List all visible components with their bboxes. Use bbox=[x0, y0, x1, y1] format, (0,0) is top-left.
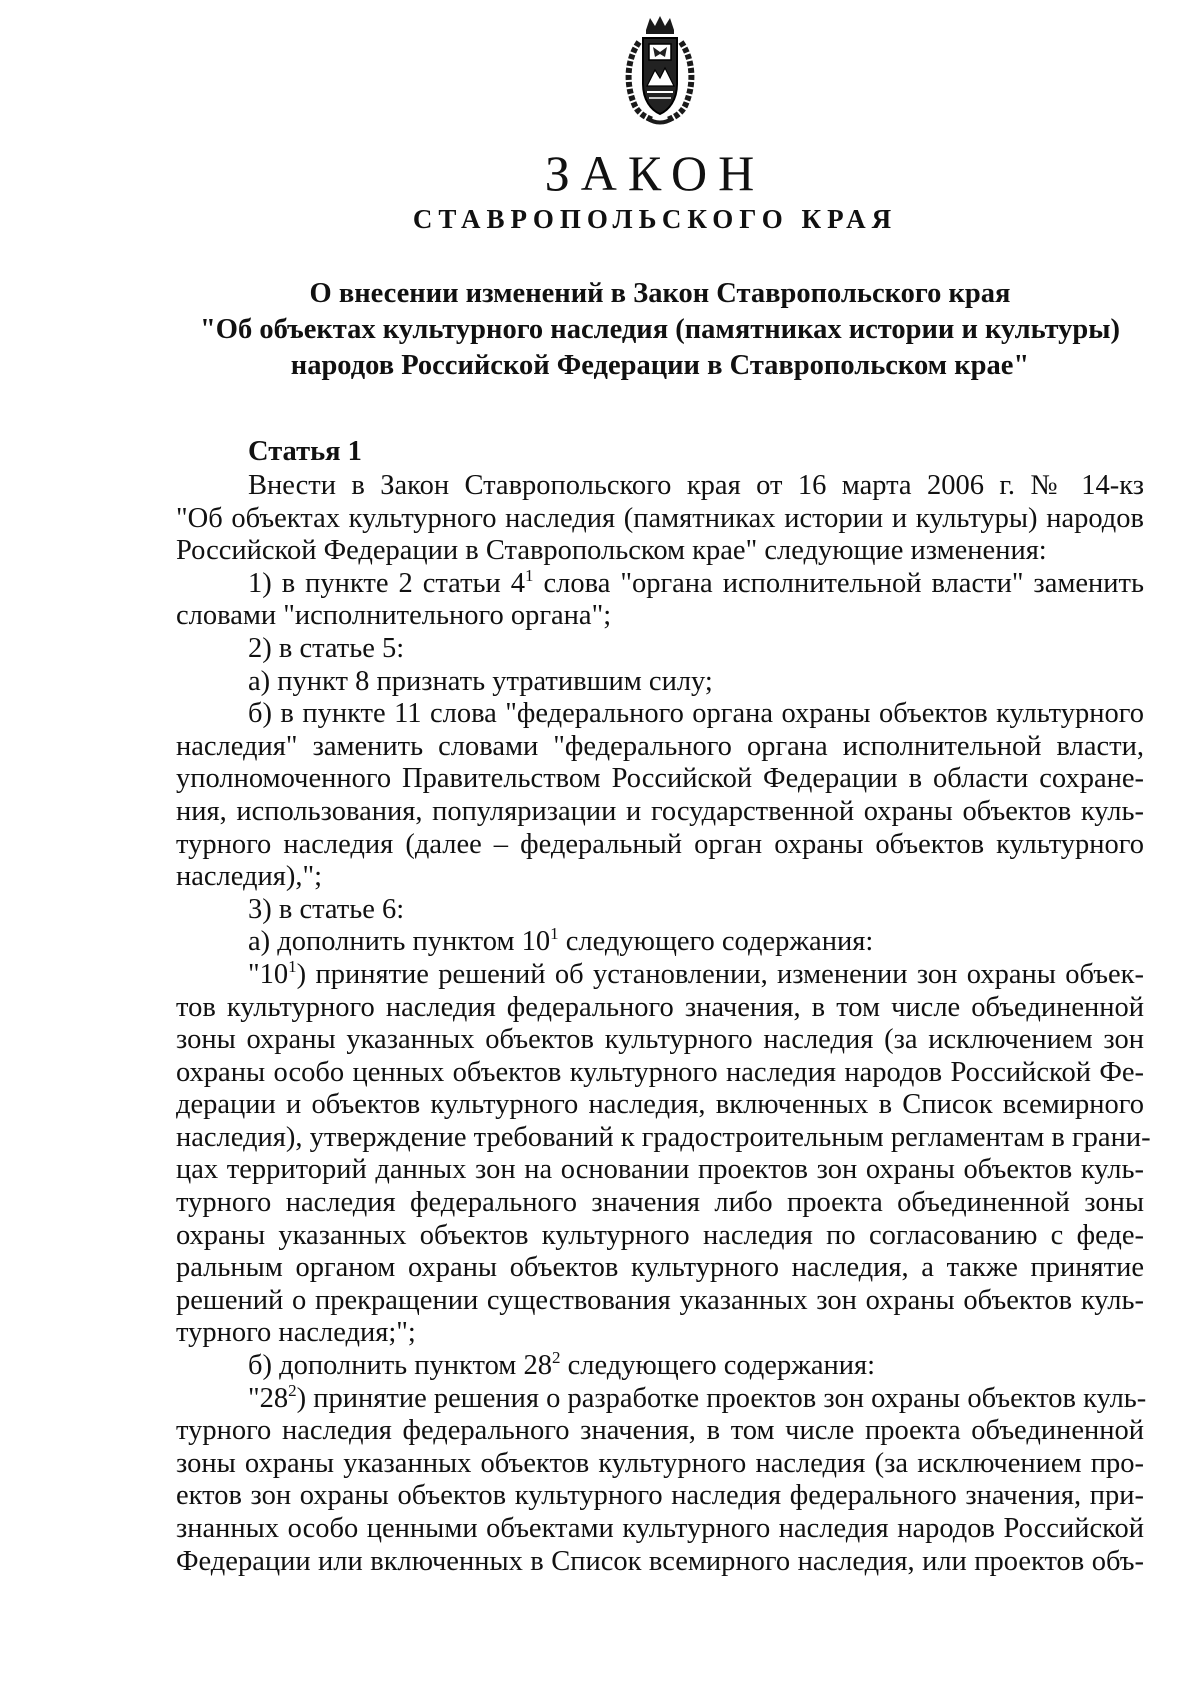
body-line: 2) в статье 5: bbox=[248, 632, 405, 664]
body-line: охраны особо ценных объектов культурного наследия народов Российской Фе- bbox=[176, 1056, 1144, 1088]
body-line: наследия),"; bbox=[176, 861, 323, 893]
body-line-text: "10 bbox=[248, 958, 289, 990]
body-line: Внести в Закон Ставропольского края от 16 марта 2006 г. № 14-кз bbox=[248, 470, 1144, 501]
superscript: 1 bbox=[550, 924, 559, 944]
body-line: турного наследия (далее – федеральный орган охраны объектов культурного bbox=[176, 828, 1144, 860]
body-line: решений о прекращении существования указанных зон охраны объектов куль- bbox=[176, 1284, 1144, 1316]
body-line: турного наследия федерального значения, в том числе проекта объединенной bbox=[176, 1415, 1144, 1447]
law-title: ЗАКОН bbox=[544, 145, 766, 201]
superscript: 2 bbox=[288, 1380, 297, 1400]
body-line: уполномоченного Правительством Российской Федерации в области сохране- bbox=[176, 763, 1144, 795]
superscript: 2 bbox=[551, 1348, 561, 1368]
body-line: наследия), утверждение требований к градостроительным регламентам в грани- bbox=[176, 1121, 1151, 1153]
body-line: словами "исполнительного органа"; bbox=[176, 600, 612, 632]
body-line: зоны охраны указанных объектов культурного наследия (за исключением зон bbox=[176, 1024, 1144, 1056]
body-line: ния, использования, популяризации и государственной охраны объектов куль- bbox=[176, 795, 1144, 827]
law-subtitle: СТАВРОПОЛЬСКОГО КРАЯ bbox=[412, 204, 898, 234]
body-line: б) в пункте 11 слова "федерального органа охраны объектов культурного bbox=[248, 698, 1144, 730]
body-line-text: а) дополнить пунктом 10 bbox=[248, 926, 551, 958]
body-line: Российской Федерации в Ставропольском крае" следующие изменения: bbox=[176, 535, 1047, 567]
body-line-text: б) дополнить пунктом 28 bbox=[248, 1350, 552, 1382]
body-line: 3) в статье 6: bbox=[248, 893, 405, 925]
heading-line: "Об объектах культурного наследия (памятниках истории и культуры) bbox=[199, 314, 1121, 345]
heading-line: О внесении изменений в Закон Ставропольского края bbox=[309, 278, 1011, 309]
body-line: ральным органом охраны объектов культурного наследия, а также принятие bbox=[176, 1252, 1144, 1284]
superscript: 1 bbox=[525, 565, 534, 585]
coat-of-arms-emblem bbox=[619, 14, 701, 126]
body-line: дерации и объектов культурного наследия, включенных в Список всемирного bbox=[176, 1089, 1144, 1121]
body-line-text: 1) в пункте 2 статьи 4 bbox=[248, 567, 526, 599]
body-line: турного наследия;"; bbox=[176, 1317, 416, 1349]
body-line: зоны охраны указанных объектов культурного наследия (за исключением про- bbox=[176, 1447, 1144, 1479]
article-body bbox=[176, 470, 1151, 1578]
body-line bbox=[176, 956, 1144, 992]
body-line bbox=[176, 926, 1144, 959]
heading-line: народов Российской Федерации в Ставропольском крае" bbox=[290, 350, 1030, 381]
body-line-text: "28 bbox=[248, 1382, 289, 1414]
document-heading bbox=[190, 276, 1130, 384]
body-line: турного наследия федерального значения либо проекта объединенной зоны bbox=[176, 1187, 1144, 1219]
body-line: цах территорий данных зон на основании проектов зон охраны объектов куль- bbox=[176, 1154, 1144, 1186]
body-line bbox=[176, 1350, 1144, 1383]
body-line: знанных особо ценными объектами культурного наследия народов Российской bbox=[176, 1513, 1144, 1544]
body-line bbox=[176, 1380, 1147, 1416]
body-line: наследия" заменить словами "федерального органа исполнительной власти, bbox=[176, 730, 1144, 762]
body-line-text: следующего содержания: bbox=[558, 926, 874, 958]
body-line: "Об объектах культурного наследия (памятниках истории и культуры) народов bbox=[176, 502, 1144, 534]
body-line-text: ) принятие решения о разработке проектов зон охраны объектов куль- bbox=[296, 1382, 1147, 1414]
body-line: ектов зон охраны объектов культурного наследия федерального значения, при- bbox=[176, 1480, 1144, 1512]
superscript: 1 bbox=[288, 956, 297, 976]
body-line: а) пункт 8 признать утратившим силу; bbox=[248, 665, 713, 697]
body-line-text: слова "органа исполнительной власти" заменить bbox=[533, 567, 1144, 599]
body-line bbox=[176, 565, 1144, 601]
body-line: охраны указанных объектов культурного наследия по согласованию с феде- bbox=[176, 1219, 1144, 1251]
body-line: тов культурного наследия федерального значения, в том числе объединенной bbox=[176, 991, 1144, 1023]
body-line-text: следующего содержания: bbox=[560, 1350, 876, 1382]
body-line-text: ) принятие решений об установлении, изменении зон охраны объек- bbox=[296, 958, 1144, 990]
article-title: Статья 1 bbox=[248, 436, 362, 467]
body-line: Федерации или включенных в Список всемирного наследия, или проектов объ- bbox=[176, 1545, 1144, 1577]
